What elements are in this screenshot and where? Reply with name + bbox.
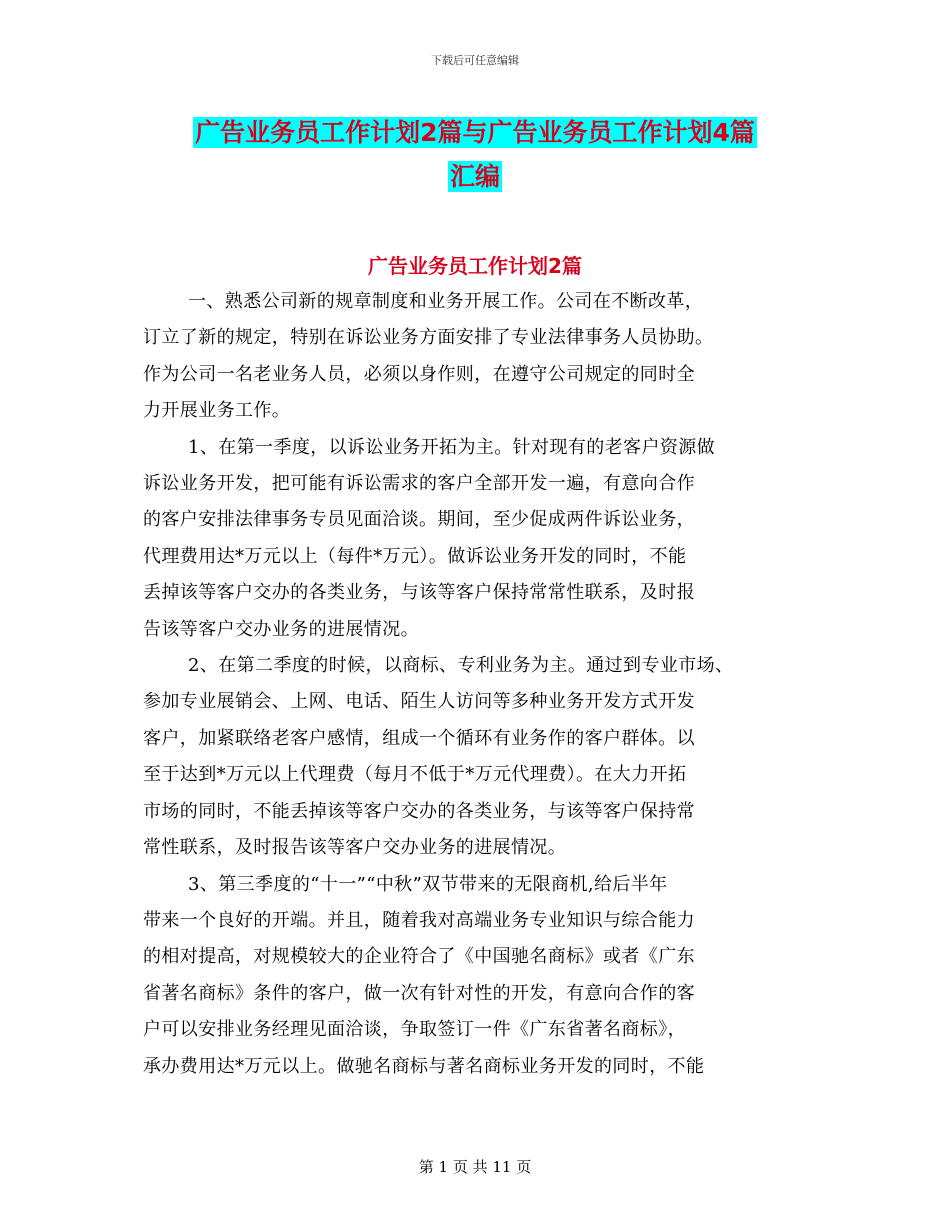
body-line: 1、在第一季度，以诉讼业务开拓为主。针对现有的老客户资源做 xyxy=(188,436,716,458)
body-line: 诉讼业务开发，把可能有诉讼需求的客户全部开发一遍，有意向合作 xyxy=(143,473,695,495)
body-line: 丢掉该等客户交办的各类业务，与该等客户保持常常性联系，及时报 xyxy=(143,582,695,604)
body-text xyxy=(143,284,823,1085)
body-line: 至于达到*万元以上代理费（每月不低于*万元代理费）。在大力开拓 xyxy=(143,764,687,786)
body-line: 参加专业展销会、上网、电话、陌生人访问等多种业务开发方式开发 xyxy=(143,691,695,713)
body-line: 的相对提高，对规模较大的企业符合了《中国驰名商标》或者《广东 xyxy=(143,946,695,968)
body-line: 告该等客户交办业务的进展情况。 xyxy=(143,618,419,640)
body-line: 常性联系，及时报告该等客户交办业务的进展情况。 xyxy=(143,837,567,859)
body-line: 代理费用达*万元以上（每件*万元）。做诉讼业务开发的同时，不能 xyxy=(143,545,687,567)
body-line: 户可以安排业务经理见面洽谈，争取签订一件《广东省著名商标》， xyxy=(143,1019,686,1041)
section-title: 广告业务员工作计划2篇 xyxy=(368,254,582,278)
header-note: 下载后可任意编辑 xyxy=(431,54,519,67)
page-footer: 第 1 页 共 11 页 xyxy=(418,1158,532,1176)
body-line: 市场的同时，不能丢掉该等客户交办的各类业务，与该等客户保持常 xyxy=(143,800,695,822)
document-title-text-1: 广告业务员工作计划2篇与广告业务员工作计划4篇 xyxy=(195,118,755,147)
body-line: 订立了新的规定，特别在诉讼业务方面安排了专业法律事务人员协助。 xyxy=(143,327,714,349)
body-line: 省著名商标》条件的客户，做一次有针对性的开发，有意向合作的客 xyxy=(143,982,695,1004)
body-line: 承办费用达*万元以上。做驰名商标与著名商标业务开发的同时，不能 xyxy=(143,1055,705,1077)
document-title-text-2: 汇编 xyxy=(449,162,500,191)
body-line: 3、第三季度的“十一”“中秋”双节带来的无限商机,给后半年 xyxy=(188,873,668,895)
body-line: 作为公司一名老业务人员，必须以身作则，在遵守公司规定的同时全 xyxy=(143,363,695,385)
body-line: 2、在第二季度的时候，以商标、专利业务为主。通过到专业市场、 xyxy=(188,655,734,677)
document-title-line-2 xyxy=(0,157,950,193)
body-line: 的客户安排法律事务专员见面洽谈。期间，至少促成两件诉讼业务， xyxy=(143,509,695,531)
document-title-line-1 xyxy=(0,113,950,149)
body-line: 带来一个良好的开端。并且，随着我对高端业务专业知识与综合能力 xyxy=(143,909,695,931)
body-line: 一、熟悉公司新的规章制度和业务开展工作。公司在不断改革， xyxy=(188,291,704,312)
body-line: 客户，加紧联络老客户感情，组成一个循环有业务作的客户群体。以 xyxy=(143,727,695,749)
body-line: 力开展业务工作。 xyxy=(143,400,291,422)
